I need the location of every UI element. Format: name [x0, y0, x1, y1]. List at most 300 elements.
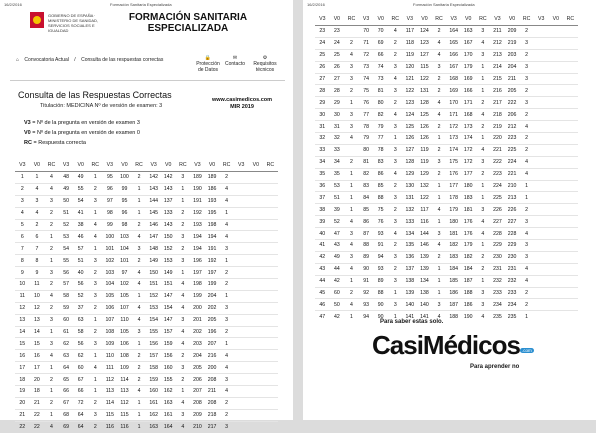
table-cell: 153 [161, 255, 176, 267]
table-cell: 137 [161, 195, 176, 207]
table-cell: 204 [505, 61, 520, 73]
legend-key: V3 [24, 120, 31, 126]
table-cell: 2 [432, 73, 447, 85]
table-row [315, 144, 578, 156]
table-cell [549, 180, 564, 192]
page-header-title: Formación Sanitaria Especializada [413, 2, 475, 7]
table-cell: 4 [476, 311, 491, 322]
table-row [315, 240, 578, 252]
table-cell: 4 [344, 263, 359, 275]
table-cell: 41 [73, 207, 88, 219]
table-cell: 47 [330, 228, 345, 240]
table-cell [249, 172, 264, 184]
table-cell [534, 37, 549, 49]
table-cell: 74 [373, 61, 388, 73]
table-row [15, 302, 278, 314]
table-row [315, 204, 578, 216]
table-cell: 45 [315, 287, 330, 299]
table-row [315, 121, 578, 133]
table-cell: 3 [44, 338, 59, 350]
column-header: RC [44, 158, 59, 172]
table-row [315, 37, 578, 49]
table-cell: 132 [403, 204, 418, 216]
table-cell: 211 [505, 73, 520, 85]
table-cell: 1 [132, 409, 147, 421]
table-cell: 83 [359, 180, 374, 192]
table-cell: 194 [205, 231, 220, 243]
table-cell: 207 [190, 386, 205, 398]
table-cell: 2 [388, 263, 403, 275]
table-cell: 175 [446, 156, 461, 168]
table-cell: 1 [432, 133, 447, 145]
table-cell [249, 267, 264, 279]
table-cell: 214 [490, 61, 505, 73]
table-cell: 233 [490, 287, 505, 299]
table-cell: 94 [373, 251, 388, 263]
table-cell: 4 [388, 168, 403, 180]
table-cell: 1 [44, 231, 59, 243]
table-cell: 52 [59, 219, 74, 231]
table-cell: 104 [117, 243, 132, 255]
table-cell: 2 [44, 243, 59, 255]
table-cell: 81 [359, 156, 374, 168]
table-cell: 58 [59, 290, 74, 302]
table-cell [263, 421, 278, 432]
nav-contacto-label: Contacto [224, 61, 245, 67]
table-cell: 3 [88, 338, 103, 350]
table-cell: 123 [417, 37, 432, 49]
table-cell [234, 255, 249, 267]
table-cell: 3 [219, 314, 234, 326]
table-cell: 140 [417, 299, 432, 311]
table-cell: 4 [344, 299, 359, 311]
table-cell: 218 [490, 109, 505, 121]
table-cell: 207 [205, 338, 220, 350]
table-cell [249, 409, 264, 421]
column-header: V3 [59, 158, 74, 172]
table-cell: 91 [359, 275, 374, 287]
table-cell: 157 [146, 350, 161, 362]
table-cell: 2 [219, 397, 234, 409]
table-cell: 203 [505, 49, 520, 61]
table-cell: 18 [30, 386, 45, 398]
table-cell: 4 [88, 231, 103, 243]
table-cell [549, 85, 564, 97]
table-cell: 114 [117, 374, 132, 386]
table-cell: 4 [219, 219, 234, 231]
column-header: V0 [461, 12, 476, 26]
table-cell [234, 231, 249, 243]
table-cell: 111 [103, 362, 118, 374]
table-cell: 52 [73, 290, 88, 302]
table-row [15, 231, 278, 243]
table-cell: 173 [461, 121, 476, 133]
table-cell [249, 350, 264, 362]
table-cell: 125 [403, 121, 418, 133]
table-cell: 1 [519, 311, 534, 322]
table-cell: 189 [190, 172, 205, 184]
table-cell: 85 [359, 204, 374, 216]
column-header: V3 [234, 158, 249, 172]
table-cell: 222 [505, 97, 520, 109]
table-cell: 4 [176, 338, 191, 350]
table-cell: 96 [117, 207, 132, 219]
table-cell: 1 [30, 172, 45, 184]
table-cell [549, 49, 564, 61]
table-cell: 204 [190, 350, 205, 362]
table-cell: 1 [44, 362, 59, 374]
table-cell: 3 [132, 243, 147, 255]
table-cell: 101 [103, 243, 118, 255]
table-cell: 167 [461, 37, 476, 49]
table-cell: 1 [476, 180, 491, 192]
table-cell: 56 [73, 338, 88, 350]
table-cell: 43 [315, 263, 330, 275]
table-cell: 4 [219, 183, 234, 195]
table-cell: 196 [205, 326, 220, 338]
table-cell: 55 [59, 255, 74, 267]
table-cell: 73 [359, 61, 374, 73]
answers-table-2 [315, 12, 578, 322]
table-cell [563, 240, 578, 252]
table-cell: 128 [403, 156, 418, 168]
table-cell: 221 [505, 168, 520, 180]
table-cell: 80 [359, 144, 374, 156]
table-row [15, 195, 278, 207]
nav-contacto[interactable] [224, 55, 246, 67]
table-cell [549, 73, 564, 85]
table-cell: 117 [403, 26, 418, 38]
table-row [315, 73, 578, 85]
table-cell: 22 [30, 421, 45, 432]
table-cell: 31 [330, 121, 345, 133]
table-cell: 2 [219, 172, 234, 184]
table-cell: 3 [432, 156, 447, 168]
table-cell: 194 [190, 243, 205, 255]
table-cell: 90 [359, 263, 374, 275]
table-cell: 219 [490, 121, 505, 133]
table-cell [263, 409, 278, 421]
table-cell: 164 [446, 26, 461, 38]
table-cell: 143 [161, 219, 176, 231]
table-cell: 53 [330, 180, 345, 192]
table-cell: 77 [373, 133, 388, 145]
table-cell: 2 [344, 156, 359, 168]
table-cell [234, 302, 249, 314]
table-cell: 2 [432, 121, 447, 133]
table-cell: 87 [359, 228, 374, 240]
table-cell [249, 421, 264, 432]
table-cell: 88 [373, 287, 388, 299]
table-cell: 162 [161, 386, 176, 398]
table-cell: 97 [117, 267, 132, 279]
home-icon[interactable]: ⌂ [16, 57, 20, 63]
table-cell: 80 [373, 97, 388, 109]
table-cell: 38 [315, 204, 330, 216]
table-cell: 172 [461, 156, 476, 168]
table-cell: 109 [117, 362, 132, 374]
table-cell: 3 [519, 251, 534, 263]
table-cell: 4 [176, 326, 191, 338]
table-cell: 33 [315, 144, 330, 156]
table-cell: 103 [103, 267, 118, 279]
table-cell: 1 [344, 192, 359, 204]
table-cell: 144 [146, 195, 161, 207]
table-cell: 6 [15, 231, 30, 243]
table-cell [263, 207, 278, 219]
table-cell: 13 [15, 314, 30, 326]
table-cell [234, 326, 249, 338]
table-cell: 196 [190, 255, 205, 267]
table-cell [534, 287, 549, 299]
table-cell [234, 172, 249, 184]
table-cell [534, 144, 549, 156]
table-cell: 106 [117, 338, 132, 350]
column-header: RC [219, 158, 234, 172]
table-cell: 134 [417, 275, 432, 287]
table-cell: 54 [59, 243, 74, 255]
table-cell: 179 [461, 240, 476, 252]
table-row [15, 326, 278, 338]
table-cell: 124 [403, 109, 418, 121]
table-cell [234, 219, 249, 231]
table-cell: 7 [15, 243, 30, 255]
breadcrumb-consulta[interactable]: Consulta de las respuestas correctas [81, 57, 164, 63]
table-cell [563, 287, 578, 299]
nav-proteccion-label: Protección de Datos [196, 61, 220, 73]
table-cell: 2 [44, 397, 59, 409]
table-cell: 119 [403, 49, 418, 61]
table-cell: 127 [403, 144, 418, 156]
table-cell: 169 [461, 73, 476, 85]
table-cell: 32 [315, 133, 330, 145]
table-row [15, 374, 278, 386]
table-cell [263, 350, 278, 362]
table-cell: 90 [373, 299, 388, 311]
table-cell: 108 [103, 326, 118, 338]
table-cell: 4 [44, 350, 59, 362]
table-cell: 108 [117, 350, 132, 362]
table-cell: 1 [344, 168, 359, 180]
table-cell: 193 [190, 219, 205, 231]
table-cell [263, 362, 278, 374]
table-cell: 202 [205, 302, 220, 314]
column-header: V0 [117, 158, 132, 172]
table-cell: 63 [59, 350, 74, 362]
table-cell: 1 [132, 338, 147, 350]
government-label: GOBIERNO DE ESPAÑA · MINISTERIO DE SANIDAD, SERVICIOS SOCIALES E IGUALDAD [48, 13, 99, 33]
table-cell: 88 [359, 240, 374, 252]
table-cell: 1 [476, 61, 491, 73]
table-cell: 4 [176, 397, 191, 409]
table-row [315, 275, 578, 287]
column-header: V0 [30, 158, 45, 172]
table-cell: 2 [15, 183, 30, 195]
table-cell: 115 [117, 409, 132, 421]
table-cell: 235 [505, 311, 520, 322]
column-header: RC [519, 12, 534, 26]
table-cell: 144 [417, 228, 432, 240]
table-cell [344, 26, 359, 38]
table-cell: 4 [432, 240, 447, 252]
table-cell: 156 [146, 338, 161, 350]
column-header: RC [132, 158, 147, 172]
nav-requisitos[interactable] [250, 55, 280, 73]
table-cell [563, 49, 578, 61]
table-cell: 82 [359, 168, 374, 180]
table-cell: 129 [417, 168, 432, 180]
table-cell: 3 [519, 61, 534, 73]
table-cell: 125 [417, 109, 432, 121]
table-cell: 100 [103, 231, 118, 243]
table-cell: 188 [461, 287, 476, 299]
table-cell: 2 [132, 362, 147, 374]
table-cell: 27 [315, 73, 330, 85]
table-cell [263, 314, 278, 326]
table-cell: 58 [73, 326, 88, 338]
table-cell: 4 [44, 172, 59, 184]
table-row [315, 216, 578, 228]
legend-v0 [24, 130, 140, 136]
table-cell: 235 [490, 311, 505, 322]
table-cell: 51 [59, 207, 74, 219]
table-cell: 191 [190, 195, 205, 207]
table-cell: 143 [161, 183, 176, 195]
table-row [15, 350, 278, 362]
nav-proteccion-datos[interactable] [195, 55, 221, 73]
table-cell [234, 338, 249, 350]
table-cell: 199 [205, 279, 220, 291]
table-cell: 3 [432, 299, 447, 311]
site-sub: MIR 2019 [230, 104, 254, 110]
table-cell [234, 409, 249, 421]
table-cell: 70 [359, 26, 374, 38]
table-cell [534, 240, 549, 252]
table-cell: 2 [176, 219, 191, 231]
table-cell: 24 [330, 37, 345, 49]
table-cell [549, 156, 564, 168]
table-cell: 99 [103, 219, 118, 231]
table-cell: 138 [417, 287, 432, 299]
table-cell [234, 362, 249, 374]
table-cell: 1 [344, 275, 359, 287]
table-cell [234, 314, 249, 326]
table-cell: 3 [519, 216, 534, 228]
table-cell: 3 [132, 326, 147, 338]
table-cell: 37 [315, 192, 330, 204]
table-cell: 1 [176, 267, 191, 279]
table-cell: 4 [132, 231, 147, 243]
table-cell: 4 [132, 279, 147, 291]
table-cell [534, 26, 549, 38]
table-cell: 155 [161, 374, 176, 386]
table-cell [263, 374, 278, 386]
table-cell: 148 [146, 243, 161, 255]
table-cell: 3 [344, 61, 359, 73]
table-row [15, 397, 278, 409]
table-cell: 1 [44, 409, 59, 421]
table-row [15, 409, 278, 421]
table-cell: 1 [88, 207, 103, 219]
table-cell: 42 [330, 311, 345, 322]
table-cell: 39 [330, 204, 345, 216]
table-cell: 9 [30, 267, 45, 279]
table-cell [234, 386, 249, 398]
table-cell [563, 26, 578, 38]
table-cell: 1 [344, 97, 359, 109]
table-cell: 35 [315, 168, 330, 180]
table-cell [263, 219, 278, 231]
table-cell [534, 263, 549, 275]
table-cell: 73 [373, 73, 388, 85]
table-cell: 44 [315, 275, 330, 287]
table-cell [534, 299, 549, 311]
table-cell [534, 192, 549, 204]
table-cell [263, 195, 278, 207]
table-cell [234, 183, 249, 195]
table-cell: 156 [161, 350, 176, 362]
column-header: V0 [505, 12, 520, 26]
table-cell: 208 [190, 397, 205, 409]
table-cell: 98 [103, 207, 118, 219]
table-cell: 4 [476, 109, 491, 121]
table-cell: 49 [330, 251, 345, 263]
table-cell: 3 [519, 240, 534, 252]
casimedicos-dotcom: .com [522, 348, 532, 353]
table-cell [563, 204, 578, 216]
table-cell: 2 [219, 267, 234, 279]
table-cell: 79 [359, 133, 374, 145]
table-cell [549, 97, 564, 109]
answers-table-1 [15, 158, 278, 433]
table-cell: 25 [315, 49, 330, 61]
table-cell [549, 240, 564, 252]
table-cell: 137 [403, 263, 418, 275]
table-cell: 154 [146, 314, 161, 326]
table-row [315, 228, 578, 240]
table-cell [563, 156, 578, 168]
table-cell: 166 [461, 85, 476, 97]
table-row [315, 49, 578, 61]
table-cell: 187 [446, 299, 461, 311]
table-cell: 147 [161, 314, 176, 326]
table-cell: 4 [432, 204, 447, 216]
table-cell: 3 [432, 61, 447, 73]
table-cell: 147 [161, 290, 176, 302]
table-cell: 176 [461, 216, 476, 228]
page-date: 16/2/2016 [307, 2, 325, 7]
table-cell: 112 [117, 397, 132, 409]
table-cell: 2 [344, 37, 359, 49]
table-cell [563, 37, 578, 49]
table-cell: 122 [417, 73, 432, 85]
table-cell: 3 [176, 409, 191, 421]
table-cell: 1 [44, 386, 59, 398]
table-cell [563, 168, 578, 180]
table-cell [563, 263, 578, 275]
table-cell: 139 [403, 287, 418, 299]
table-cell: 4 [388, 26, 403, 38]
table-cell: 2 [30, 219, 45, 231]
table-cell: 98 [117, 219, 132, 231]
table-cell: 32 [330, 133, 345, 145]
table-cell: 4 [432, 37, 447, 49]
table-cell: 181 [461, 204, 476, 216]
table-cell [249, 374, 264, 386]
table-cell: 89 [359, 251, 374, 263]
breadcrumb-convocatoria[interactable]: Convocatoria Actual [24, 57, 69, 63]
table-cell: 1 [476, 73, 491, 85]
